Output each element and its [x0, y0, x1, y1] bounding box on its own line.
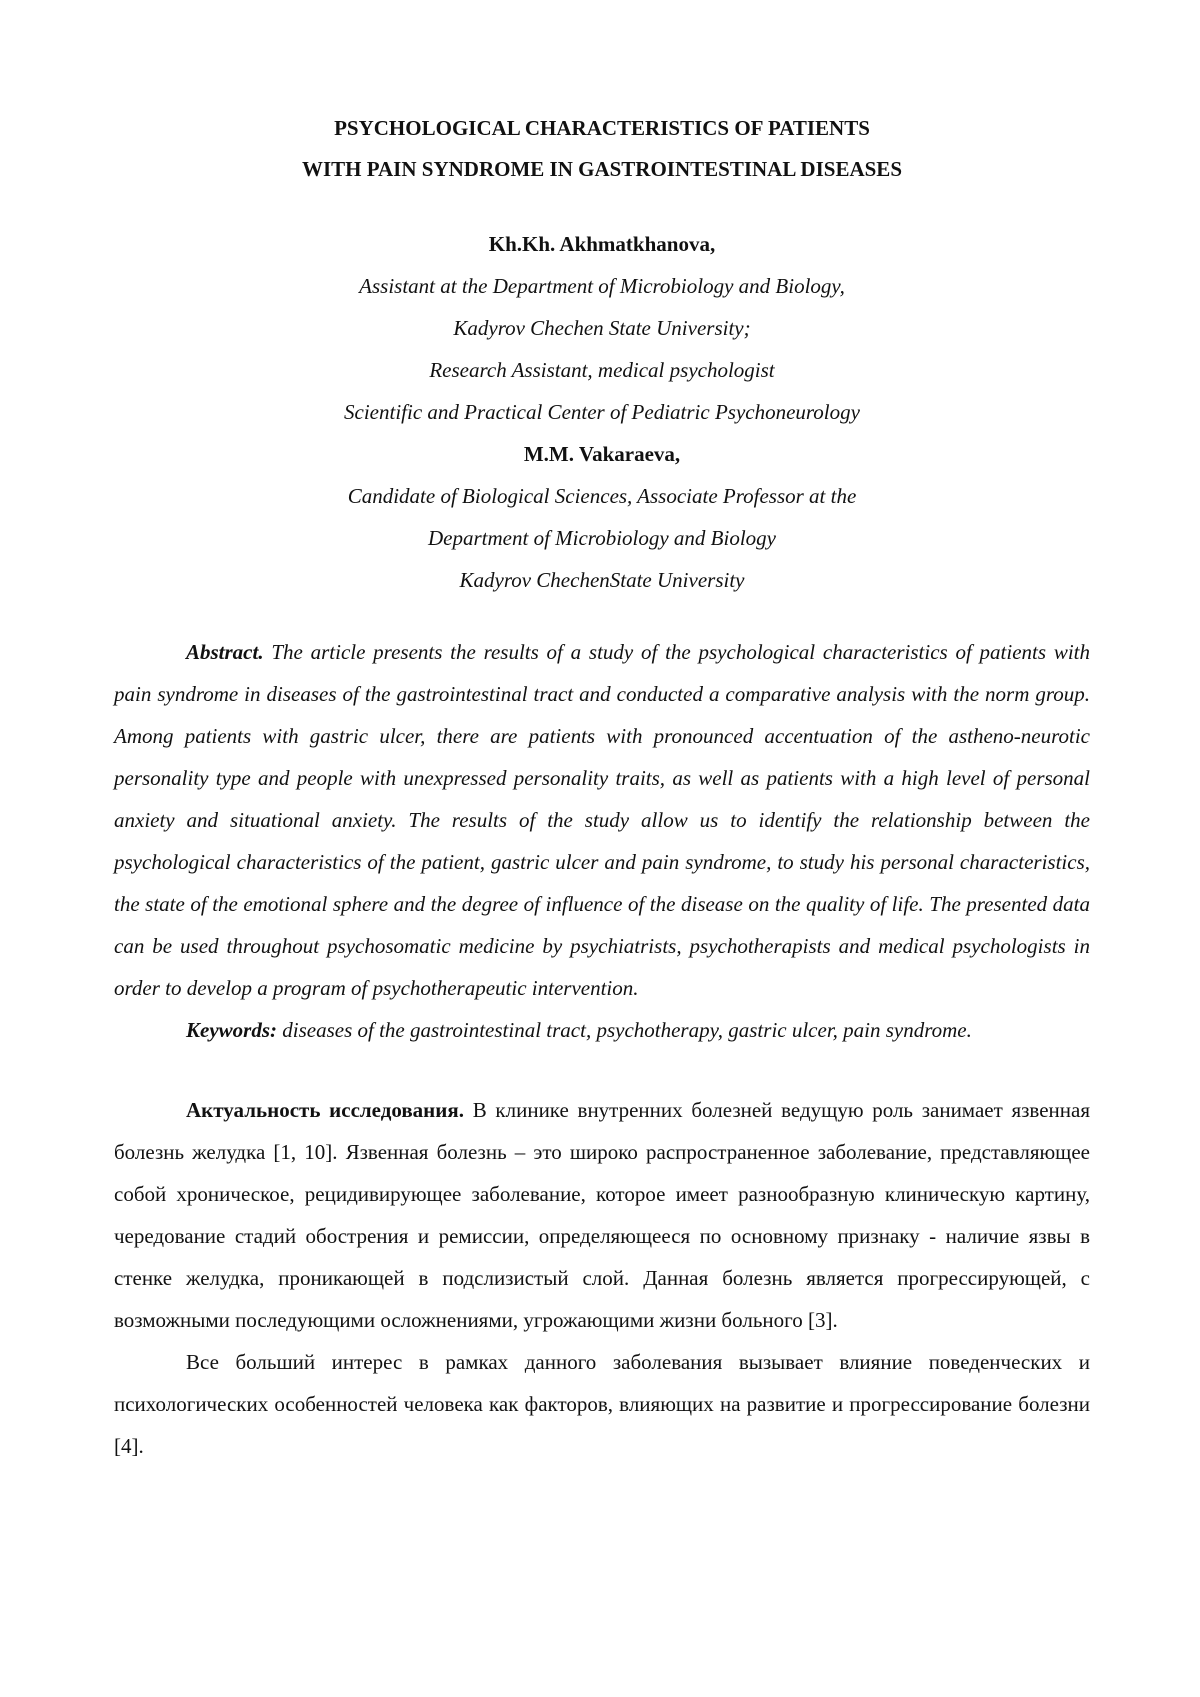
abstract-paragraph [114, 631, 1090, 1009]
body-paragraph-text: Все больший интерес в рамках данного заболевания вызывает влияние поведенческих и психологических особенностей человека как факторов, влияющих на развитие и прогрессирование болезни [4]. [114, 1350, 1090, 1458]
author-affiliation-line: Scientific and Practical Center of Pediatric Psychoneurology [114, 391, 1090, 433]
title-line-2: WITH PAIN SYNDROME IN GASTROINTESTINAL DISEASES [114, 149, 1090, 190]
author-affiliation-line: Kadyrov Chechen State University; [114, 307, 1090, 349]
title-line-1: PSYCHOLOGICAL CHARACTERISTICS OF PATIENTS [114, 108, 1090, 149]
author-affiliation-line: Research Assistant, medical psychologist [114, 349, 1090, 391]
abstract-text: The article presents the results of a study of the psychological characteristics of patients with pain syndrome in diseases of the gastrointestinal tract and conducted a comparative analysis with the norm group. Among patients with gastric ulcer, there are patients with pronounced accentuation of the astheno-neurotic personality type and people with unexpressed personality traits, as well as patients with a high level of personal anxiety and situational anxiety. The results of the study allow us to identify the relationship between the psychological characteristics of the patient, gastric ulcer and pain syndrome, to study his personal characteristics, the state of the emotional sphere and the degree of influence of the disease on the quality of life. The presented data can be used throughout psychosomatic medicine by psychiatrists, psychotherapists and medical psychologists in order to develop a program of psychotherapeutic intervention. [114, 640, 1090, 1000]
abstract-label: Abstract. [186, 640, 264, 664]
author-affiliation-line: Department of Microbiology and Biology [114, 517, 1090, 559]
author-affiliation-line: Assistant at the Department of Microbiology and Biology, [114, 265, 1090, 307]
keywords-paragraph [114, 1009, 1090, 1051]
author-name: M.M. Vakaraeva, [114, 433, 1090, 475]
author-name: Kh.Kh. Akhmatkhanova, [114, 223, 1090, 265]
author-affiliation-line: Candidate of Biological Sciences, Associate Professor at the [114, 475, 1090, 517]
relevance-label: Актуальность исследования. [186, 1098, 464, 1122]
author-block [114, 223, 1090, 601]
abstract-section [114, 631, 1090, 1051]
body-paragraph-text: В клинике внутренних болезней ведущую роль занимает язвенная болезнь желудка [1, 10]. Язвенная болезнь – это широко распространенное заболевание, представляющее собой хроническое, рецидивирующее заболевание, которое имеет разнообразную клиническую картину, чередование стадий обострения и ремиссии, определяющееся по основному признаку - наличие язвы в стенке желудка, проникающей в подслизистый слой. Данная болезнь является прогрессирующей, с возможными последующими осложнениями, угрожающими жизни больного [3]. [114, 1098, 1090, 1332]
body-paragraph [114, 1089, 1090, 1341]
body-section [114, 1089, 1090, 1467]
keywords-text: diseases of the gastrointestinal tract, psychotherapy, gastric ulcer, pain syndrome. [277, 1018, 972, 1042]
keywords-label: Keywords: [186, 1018, 277, 1042]
paper-title [114, 108, 1090, 190]
body-paragraph [114, 1341, 1090, 1467]
author-affiliation-line: Kadyrov ChechenState University [114, 559, 1090, 601]
paper-page [114, 108, 1090, 1467]
